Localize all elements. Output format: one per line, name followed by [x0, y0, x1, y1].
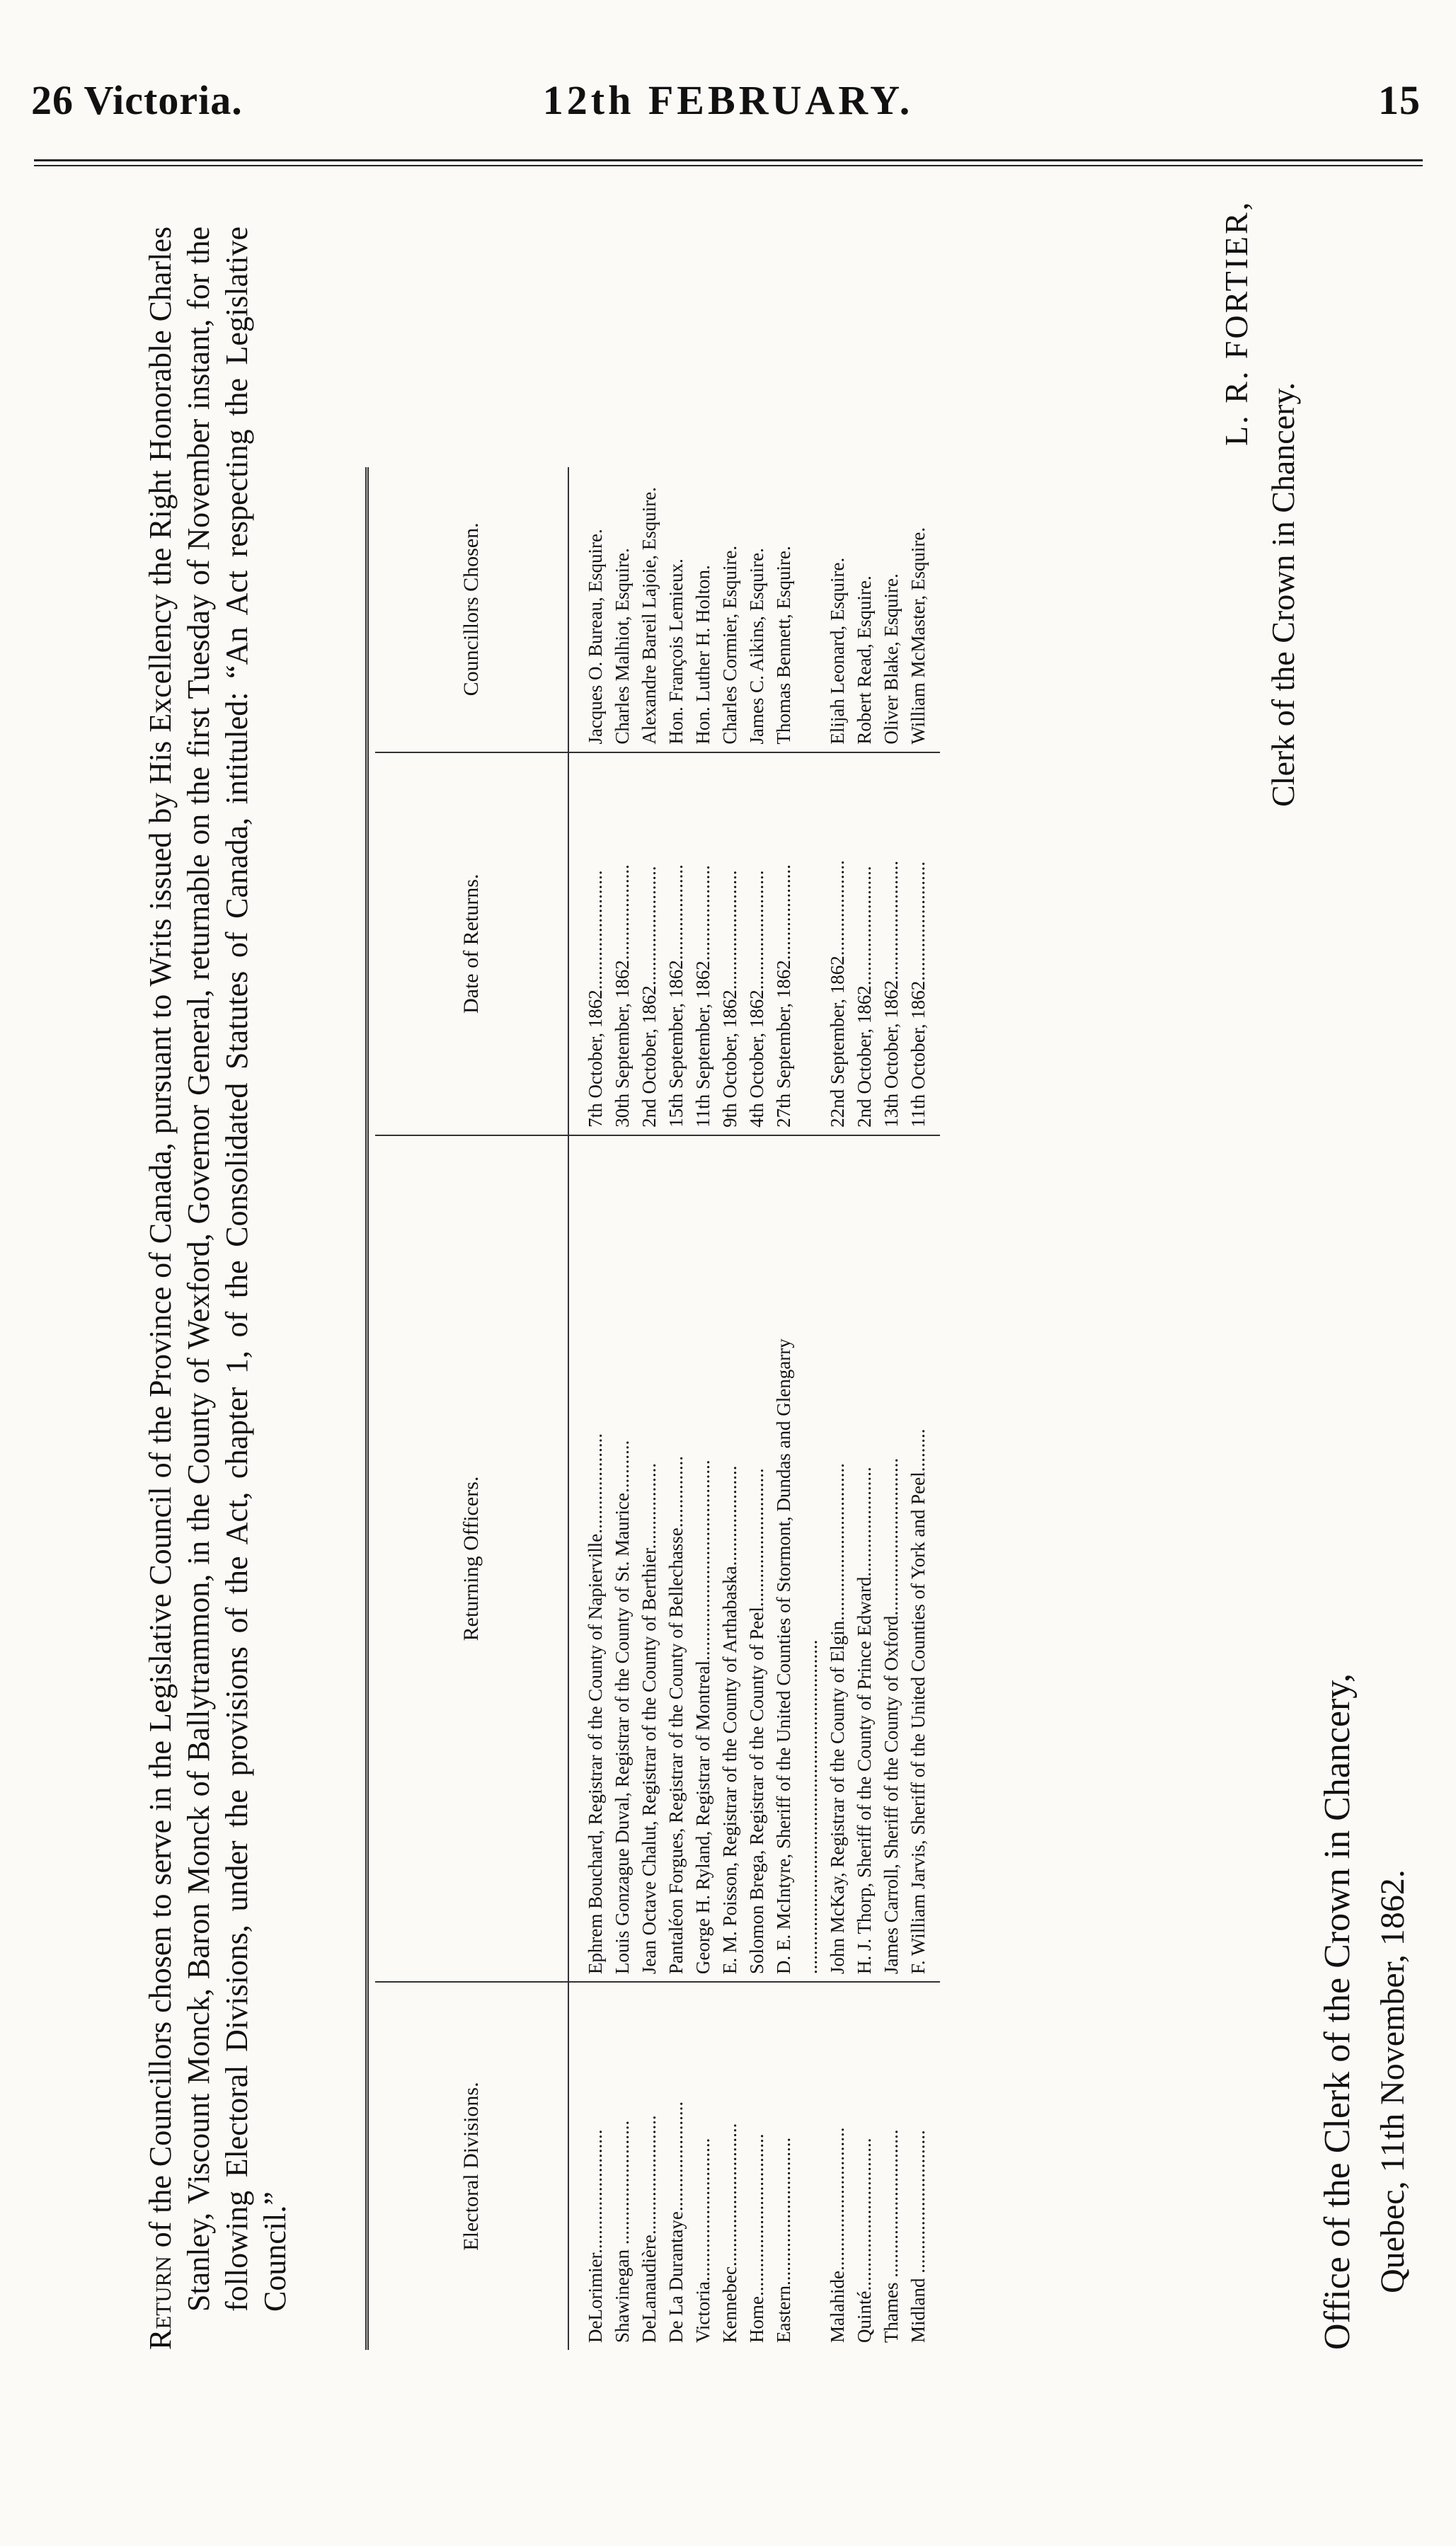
officer-cell: F. William Jarvis, Sheriff of the United Counties of York and Peel.........: [905, 1135, 940, 1982]
officer-cell: H. J. Thorp, Sheriff of the County of Prince Edward.......................: [851, 1135, 878, 1982]
table-row: [743, 467, 770, 2350]
header-rule-secondary: [34, 165, 1423, 166]
table-row: [905, 467, 940, 2350]
councillor-cell: Hon. Luther H. Holton.: [689, 467, 716, 752]
division-cell: DeLorimier..........................: [585, 2129, 606, 2343]
running-head-date: 12th FEBRUARY.: [542, 77, 914, 123]
councillor-cell: William McMaster, Esquire.: [905, 467, 940, 752]
councillor-cell: Charles Cormier, Esquire.: [716, 467, 743, 752]
division-cell: Malahide..............................: [827, 2127, 848, 2343]
table-row: [663, 467, 689, 2350]
table-row: [568, 467, 609, 2350]
header-electoral-divisions: Electoral Divisions.: [375, 1982, 568, 2350]
division-cell: Eastern...............................: [773, 2137, 794, 2343]
date-cell: 2nd October, 1862.........................: [851, 752, 878, 1135]
date-cell: 27th September, 1862....................: [770, 752, 824, 1135]
councillor-cell: Thomas Bennett, Esquire.: [770, 467, 824, 752]
councillor-cell: James C. Aikins, Esquire.: [743, 467, 770, 752]
officer-cell: D. E. McIntyre, Sheriff of the United Counties of Stormont, Dundas and Glengarry ......................................................................: [770, 1135, 824, 1982]
signatory-name: L. R. FORTIER,: [1218, 200, 1254, 446]
division-cell: Victoria..............................: [692, 2138, 713, 2343]
officer-cell: Ephrem Bouchard, Registrar of the County of Napierville.....................: [568, 1135, 609, 1982]
date-cell: 7th October, 1862.........................: [568, 752, 609, 1135]
return-intro-paragraph: [142, 226, 294, 2350]
place-date-line: Quebec, 11th November, 1862.: [1374, 1869, 1411, 2293]
councillor-cell: Jacques O. Bureau, Esquire.: [568, 467, 609, 752]
date-cell: 2nd October, 1862.........................: [636, 752, 663, 1135]
date-cell: 4th October, 1862.........................: [743, 752, 770, 1135]
table-row: [716, 467, 743, 2350]
officer-cell: Louis Gonzague Duval, Registrar of the County of St. Maurice...........: [609, 1135, 636, 1982]
division-cell: Midland ..............................: [907, 2130, 929, 2343]
table-row: [824, 467, 851, 2350]
councillor-cell: Oliver Blake, Esquire.: [878, 467, 905, 752]
rotated-return-document: [142, 184, 1444, 2350]
running-head-session: 26 Victoria.: [31, 77, 243, 123]
signatory-title: Clerk of the Crown in Chancery.: [1265, 382, 1301, 807]
intro-lead-word: Return: [143, 2256, 178, 2350]
page-number: 15: [1378, 77, 1421, 123]
officer-cell: Pantaléon Forgues, Registrar of the County of Bellechasse...............: [663, 1135, 689, 1982]
division-cell: Thames ...............................: [881, 2129, 902, 2343]
councillor-cell: Charles Malhiot, Esquire.: [609, 467, 636, 752]
date-cell: 11th October, 1862.........................: [905, 752, 940, 1135]
intro-text: of the Councillors chosen to serve in the Legislative Council of the Province of Canada, pursuant to Writs issued by His Excellency the Right Honorable Charles Stanley, Viscount Monck, Baron Monck of Ballytrammon, in the County of Wexford, Governor General, returnable on the first Tuesday of November instant, for the following Electoral Divisions, under the provisions of the Act, chapter 1, of the Consolidated Statutes of Canada, intituled: “An Act respecting the Legislative Council.”: [143, 226, 292, 2312]
officer-cell: George H. Ryland, Registrar of Montreal..........................................: [689, 1135, 716, 1982]
councillor-cell: Elijah Leonard, Esquire.: [824, 467, 851, 752]
date-cell: 22nd September, 1862....................: [824, 752, 851, 1135]
returns-table: [375, 467, 940, 2350]
table-row: [689, 467, 716, 2350]
date-cell: 30th September, 1862....................: [609, 752, 636, 1135]
office-line: Office of the Clerk of the Crown in Chancery,: [1317, 1673, 1358, 2350]
division-cell: Home..................................: [746, 2133, 767, 2343]
header-rule: [34, 159, 1423, 161]
officer-cell: John McKay, Registrar of the County of Elgin.................................: [824, 1135, 851, 1982]
division-cell: Shawinegan ..........................: [612, 2120, 633, 2343]
officer-cell: James Carroll, Sheriff of the County of Oxford.................................: [878, 1135, 905, 1982]
councillor-cell: Robert Read, Esquire.: [851, 467, 878, 752]
header-date-of-returns: Date of Returns.: [375, 752, 568, 1135]
header-returning-officers: Returning Officers.: [375, 1135, 568, 1982]
table-header-row: [375, 467, 568, 2350]
date-cell: 15th September, 1862....................: [663, 752, 689, 1135]
councillor-cell: Hon. François Lemieux.: [663, 467, 689, 752]
division-cell: Kennebec..............................: [719, 2123, 740, 2343]
officer-cell: Solomon Brega, Registrar of the County of Peel.............................: [743, 1135, 770, 1982]
officer-cell: Jean Octave Chalut, Registrar of the County of Berthier..................: [636, 1135, 663, 1982]
table-top-rule: [365, 467, 369, 2350]
date-cell: 9th October, 1862.........................: [716, 752, 743, 1135]
date-cell: 13th October, 1862.........................: [878, 752, 905, 1135]
councillor-cell: Alexandre Bareil Lajoie, Esquire.: [636, 467, 663, 752]
table-row: [609, 467, 636, 2350]
table-row: [770, 467, 824, 2350]
date-cell: 11th September, 1862....................: [689, 752, 716, 1135]
division-cell: De La Durantaye.......................: [665, 2101, 687, 2343]
division-cell: Quinté................................: [854, 2138, 875, 2343]
table-row: [851, 467, 878, 2350]
table-row: [878, 467, 905, 2350]
header-councillors-chosen: Councillors Chosen.: [375, 467, 568, 752]
division-cell: DeLanaudière.........................: [638, 2115, 660, 2343]
table-row: [636, 467, 663, 2350]
officer-cell: E. M. Poisson, Registrar of the County of Arthabaska.....................: [716, 1135, 743, 1982]
